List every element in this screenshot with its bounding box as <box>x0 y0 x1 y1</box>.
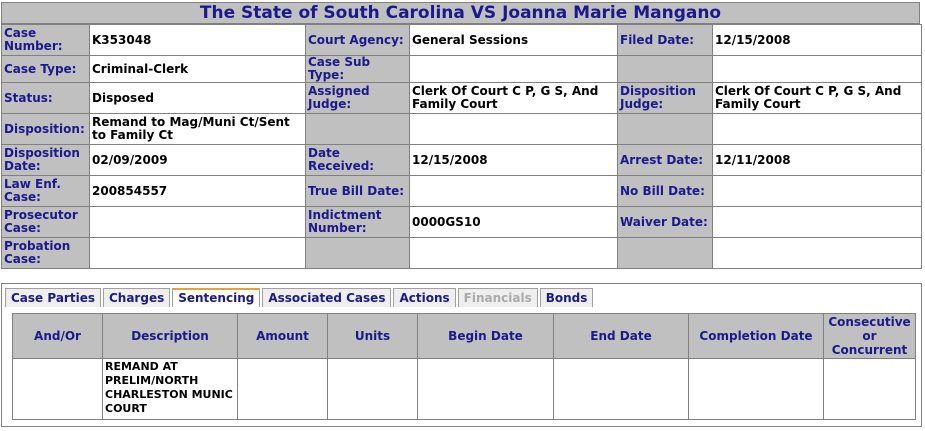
table-cell <box>238 359 328 420</box>
table-cell <box>689 359 824 420</box>
column-header: Amount <box>238 314 328 359</box>
table-row <box>13 359 916 420</box>
field-value <box>90 238 306 269</box>
field-value <box>713 114 922 145</box>
field-label <box>618 56 713 83</box>
tab-financials: Financials <box>458 288 538 307</box>
field-label <box>306 238 410 269</box>
field-value: K353048 <box>90 25 306 56</box>
field-label: Waiver Date: <box>618 207 713 238</box>
field-value <box>713 207 922 238</box>
tab-strip <box>5 288 595 307</box>
field-label <box>618 238 713 269</box>
field-value <box>713 176 922 207</box>
case-info-row <box>2 145 922 176</box>
case-info-row <box>2 83 922 114</box>
field-label: Disposition Judge: <box>618 83 713 114</box>
field-value: 200854557 <box>90 176 306 207</box>
tab-case-parties[interactable]: Case Parties <box>5 288 101 307</box>
field-value: 12/15/2008 <box>410 145 618 176</box>
field-label <box>618 114 713 145</box>
column-header: And/Or <box>13 314 103 359</box>
column-header: Completion Date <box>689 314 824 359</box>
field-label: Date Received: <box>306 145 410 176</box>
field-value: Remand to Mag/Muni Ct/Sent to Family Ct <box>90 114 306 145</box>
field-label: Indictment Number: <box>306 207 410 238</box>
column-header: Units <box>328 314 418 359</box>
field-value: Clerk Of Court C P, G S, And Family Court <box>713 83 922 114</box>
field-label: Case Sub Type: <box>306 56 410 83</box>
tab-sentencing[interactable]: Sentencing <box>172 288 260 307</box>
table-cell <box>13 359 103 420</box>
tab-bonds[interactable]: Bonds <box>540 288 594 307</box>
case-info-row <box>2 114 922 145</box>
field-label: Status: <box>2 83 90 114</box>
field-value: 12/15/2008 <box>713 25 922 56</box>
case-info-table <box>1 24 922 269</box>
field-value: 12/11/2008 <box>713 145 922 176</box>
details-tab-panel <box>1 283 922 427</box>
field-label: True Bill Date: <box>306 176 410 207</box>
case-info-row <box>2 238 922 269</box>
field-value <box>410 114 618 145</box>
field-label: Case Type: <box>2 56 90 83</box>
field-value: 02/09/2009 <box>90 145 306 176</box>
field-value <box>410 176 618 207</box>
column-header: End Date <box>554 314 689 359</box>
field-value <box>90 207 306 238</box>
tab-charges[interactable]: Charges <box>103 288 170 307</box>
field-value <box>713 56 922 83</box>
field-value: Clerk Of Court C P, G S, And Family Court <box>410 83 618 114</box>
field-label: Disposition Date: <box>2 145 90 176</box>
case-info-row <box>2 56 922 83</box>
field-label: Court Agency: <box>306 25 410 56</box>
case-info-row <box>2 176 922 207</box>
table-cell <box>328 359 418 420</box>
field-label: Assigned Judge: <box>306 83 410 114</box>
field-value: Disposed <box>90 83 306 114</box>
field-label: Disposition: <box>2 114 90 145</box>
field-label: Case Number: <box>2 25 90 56</box>
column-header: Description <box>103 314 238 359</box>
field-label: Law Enf. Case: <box>2 176 90 207</box>
column-header: Consecutive or Concurrent <box>824 314 916 359</box>
table-cell <box>418 359 554 420</box>
field-value: Criminal-Clerk <box>90 56 306 83</box>
case-info-row <box>2 25 922 56</box>
field-value: General Sessions <box>410 25 618 56</box>
field-label: Arrest Date: <box>618 145 713 176</box>
field-value <box>713 238 922 269</box>
case-info-row <box>2 207 922 238</box>
field-value <box>410 238 618 269</box>
field-label: Filed Date: <box>618 25 713 56</box>
sentencing-table <box>12 313 916 420</box>
column-header: Begin Date <box>418 314 554 359</box>
field-value <box>410 56 618 83</box>
case-title: The State of South Carolina VS Joanna Marie Mangano <box>1 2 920 24</box>
tab-actions[interactable]: Actions <box>393 288 455 307</box>
field-label <box>306 114 410 145</box>
field-value: 0000GS10 <box>410 207 618 238</box>
table-cell: REMAND AT PRELIM/NORTH CHARLESTON MUNIC COURT <box>103 359 238 420</box>
tab-associated-cases[interactable]: Associated Cases <box>262 288 391 307</box>
field-label: Prosecutor Case: <box>2 207 90 238</box>
table-cell <box>554 359 689 420</box>
field-label: No Bill Date: <box>618 176 713 207</box>
field-label: Probation Case: <box>2 238 90 269</box>
table-cell <box>824 359 916 420</box>
